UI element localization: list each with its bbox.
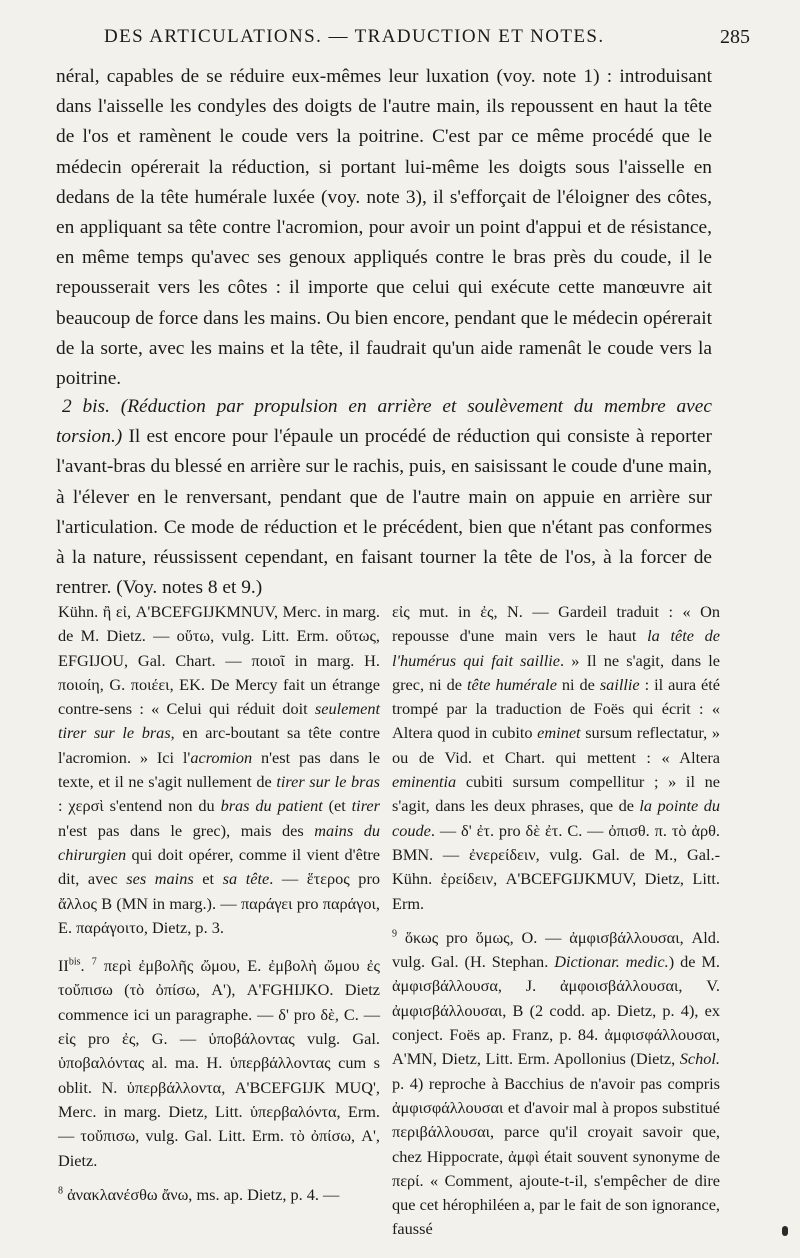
paragraph-text: néral, capables de se réduire eux-mêmes leur luxation (voy. note 1) : introduisant dans l'aisselle les condyles des doigts de l'autre main, ils repoussent en haut la tête de l'os et ramènent le coude vers la poitrine. C'est par ce même procédé que le médecin opérerait la réduction, si portant lui-même les doigts sous l'aisselle en dedans de la tête humérale luxée (voy. note 3), il s'efforçait de l'éloigner des côtes, en appliquant sa tête contre l'acromion, pour avoir un point d'appui et de résistance, en même temps qu'avec ses genoux appliqués contre le bras près du coude, il le repousserait vers les côtes : il importe que celui qui exécute cette manœuvre ait beaucoup de force dans les mains. Ou bien encore, pendant que le médecin opérerait de la sorte, avec les mains et la tête, il faudrait qu'un aide ramenât le coude vers la poitrine. [56,66,712,390]
footnotes-left-column [58,600,380,1217]
ink-mark [782,1226,788,1236]
footnotes-right-column [392,600,720,1252]
running-title: DES ARTICULATIONS. — TRADUCTION ET NOTES. [104,26,605,47]
footnote-block: $II^{bis}$. $^7$ περὶ ἐμβολῆς ὤμου, E. ἐμβολὴ ὤμου ἐς τοὔπισω (τὸ ὀπίσω, A'), A'FGHIJKO. Dietz commence ici un paragraphe. — δ' pro δὲ, C. — εἰς pro ἐς, G. — ὑποβάλοντας vulg. Gal. ὑποβαλόντας al. ma. H. ὑπερβάλλοντας cum s oblit. N. ὑπερβάλλοντα, A'BCEFGIJK MUQ', Merc. in marg. Dietz, Litt. ὑπερβαλόντα, Erm. — τοὔπισω, vulg. Gal. Litt. Erm. τὸ ὀπίσω, A', Dietz. [58,956,380,1170]
main-paragraph-1 [56,62,712,394]
paragraph-text: Il est encore pour l'épaule un procédé de réduction qui consiste à reporter l'avant-bras du blessé en arrière sur le rachis, puis, en saisissant le coude d'une main, à l'élever en le renversant, pendant que de l'autre main on appuie en arrière sur l'articulation. Ce mode de réduction et le précédent, bien que n'étant pas conformes à la nature, réussissent cependant, en faisant tourner la tête de l'os, à la forcer de rentrer. (Voy. notes 8 et 9.) [56,426,712,599]
footnote-block: $^8$ ἀνακλανέσθω ἄνω, ms. ap. Dietz, p. 4. — [58,1184,340,1204]
page-number: 285 [720,26,750,48]
footnote-block: Kühn. ἢ εἰ, A'BCEFGIJKMNUV, Merc. in marg. de M. Dietz. — οὕτω, vulg. Litt. Erm. οὕτως, EFGIJOU, Gal. Chart. — ποιοῖ in marg. H. ποιοίη, G. ποιέει, EK. De Mercy fait un étrange contre-sens : « Celui qui réduit doit seulement tirer sur le bras, en arc-boutant sa tête contre l'acromion. » Ici l'acromion n'est pas dans le texte, et il ne s'agit nullement de tirer sur le bras : χερσὶ s'entend non du bras du patient (et tirer n'est pas dans le grec), mais des mains du chirurgien qui doit opérer, comme il vient d'être dit, avec ses mains et sa tête. — ἕτερος pro ἄλλος B (MN in marg.). — παράγει pro παράγοι, E. παράγοιτο, Dietz, p. 3. [58,602,381,937]
section-heading: (Réduction par propulsion en arrière et soulèvement du membre avec torsion.) [56,396,712,448]
running-header [60,26,750,52]
footnote-number: 9 [392,928,397,940]
footnote-label: II [58,956,69,976]
footnote-number: 7 [91,956,97,968]
footnote-number: 8 [58,1185,63,1197]
footnote-block: εἰς mut. in ἐς, N. — Gardeil traduit : « On repousse d'une main vers le haut la tête de l'humérus qui fait saillie. » Il ne s'agit, dans le grec, ni de tête humérale ni de saillie : il aura été trompé par la traduction de Foës qui écrit : « Altera quod in cubito eminet sursum reflectatur, » ou de Vid. et Chart. qui mettent : « Altera eminentia cubiti sursum compellitur ; » il ne s'agit, dans les deux phrases, que de la pointe du coude. — δ' ἐτ. pro δὲ ἐτ. C. — ὀπισθ. π. τὸ ἀρθ. BMN. — ἐνερείδειν, vulg. Gal. de M., Gal.-Kühn. ἐρείδειν, A'BCEFGIJKMUV, Dietz, Litt. Erm. [392,602,721,913]
footnote-block: $^9$ ὅκως pro ὅμως, O. — ἀμφισβάλλουσαι, Ald. vulg. Gal. (H. Stephan. Dictionar. medic.) de M. ἀμφισβάλλουσα, J. ἀμφοισβάλλουσαι, V. ἀμφισβάλλουσαι, B (2 codd. ap. Dietz, p. 4), ex conject. Foës ap. Franz, p. 84. ἀμφισφάλλουσαι, A'MN, Dietz, Litt. Erm. Apollonius (Dietz, Schol. p. 4) reproche à Bacchius de n'avoir pas compris ἀμφισφάλλουσαι et d'avoir mal à propos substitué περιβάλλουσαι, parce qu'il croyait savoir que, chez Hippocrate, ἀμφὶ était souvent synonyme de περί. « Comment, ajoute-t-il, s'empêcher de dire que cet hérophiléen a, par le fait de son ignorance, faussé [392,927,721,1239]
section-label: 2 bis. [62,396,110,417]
main-paragraph-2 [56,392,712,603]
